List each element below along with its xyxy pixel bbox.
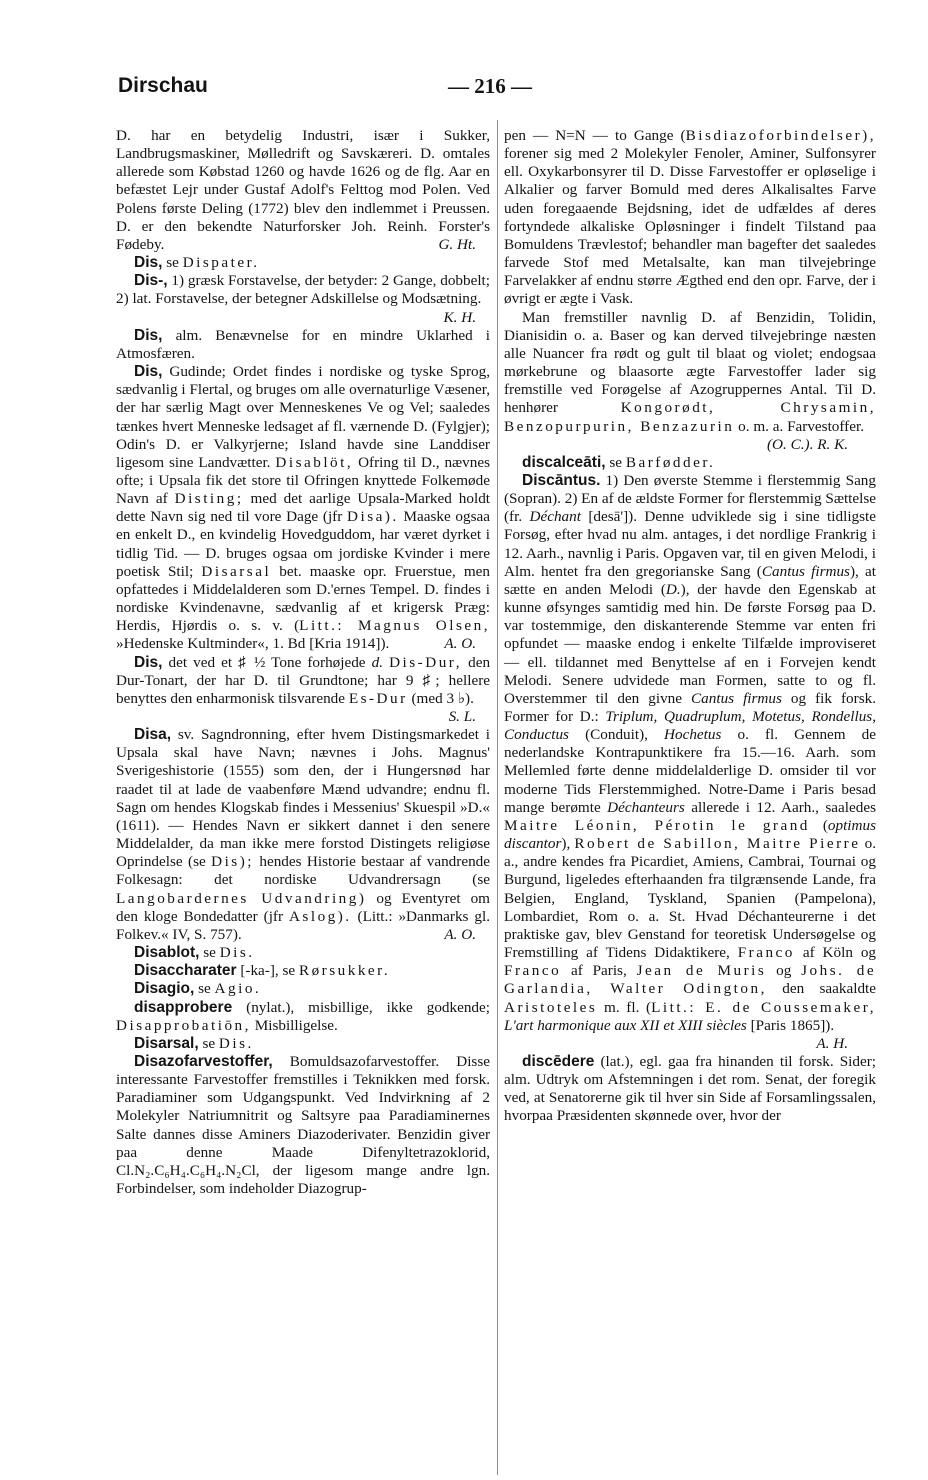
entry-discalceati — [504, 454, 876, 472]
spaced-term: Franco — [737, 944, 795, 962]
entry-text: o. m. a. Farvestoffer. — [738, 417, 864, 435]
entry-disazofarvestoffer-para2 — [504, 308, 876, 453]
cross-reference: Dis. — [219, 944, 255, 962]
spaced-term: Jean de Muris — [636, 962, 767, 980]
entry-text: o. a., andre kendes fra Picardiet, Amiens, Cambrai, Tournai og Burgund, ligeledes efterhaanden fra tilgrænsende Lande, fra Belgien, England, Tyskland, Spanien (Pampelona), Lombardiet, Rom o. a. St. Hvad Déchanteurerne i det praktiske gav, blev Genstand for teoretisk Undersøgelse og Fremstilling af Tidens Didaktikere, — [504, 835, 877, 962]
headword: Dis, — [134, 326, 163, 344]
entry-disa — [116, 726, 490, 944]
entry-text: 1) Den øverste Stemme i flerstemmig Sang (Sopran). 2) En af de ældste Former for flerstemmig Sættelse (fr. — [504, 471, 877, 526]
entry-disarsal — [116, 1035, 490, 1053]
entry-disazofarvestoffer-continued — [504, 127, 876, 309]
literature-reference: Litt.: Magnus Olsen, — [299, 617, 490, 635]
entry-text: allerede i 12. Aarh., saaledes — [691, 798, 876, 816]
entry-text: [-ka-], se — [240, 962, 296, 980]
headword: Dis, — [134, 254, 163, 272]
author-signature: A. H. — [816, 1034, 848, 1052]
cross-reference: Dis. — [218, 1034, 254, 1052]
see-label: se — [203, 944, 216, 962]
entry-text: den saakaldte — [782, 980, 877, 998]
entry-text: (Conduit), — [585, 726, 648, 744]
see-label: se — [198, 980, 211, 998]
entry-text: (lat.), egl. gaa fra hinanden til forsk. Sider; alm. Udtryk om Afstemningen i det rom. Senat, der foregik ved, at Senatorerne gik til hver sin Side af Forsamlingssalen, hvorpaa Præsidenten skønnede over, hvor der — [504, 1052, 876, 1125]
spaced-term: Franco — [504, 962, 562, 980]
entry-dis-music — [116, 653, 491, 725]
author-signature: A. O. — [444, 635, 476, 653]
headword: Dis-, — [134, 272, 168, 290]
entry-disagio — [116, 980, 490, 998]
entry-discedere — [504, 1053, 876, 1126]
italic-term: L'art harmonique aux XII et XIII siècles — [504, 1016, 747, 1034]
entry-text: sv. Sagndronning, efter hvem Distingsmarkedet i Upsala skal have Navn; nævnes i Johs. Magnus' Sverigeshistorie (1555) som den, der i Hungersnød har raadet til at lade de vaabenføre Mænd udvandre; endnu fl. Sagn om hendes Klogskab findes i Messenius' Skuespil »D.« (1611). — Hendes Navn er sikkert dannet i den senere Middelalder, da man ikke mere forstod Distingets religiøse Oprindelse (se — [116, 726, 490, 871]
page-header — [118, 74, 818, 104]
headword: discalceāti, — [522, 453, 606, 471]
entry-text: Bomuldsazofarvestoffer. Disse interessante Farvestoffer fremstilles i Teknikken med forsk. Paradiaminer som Udgangspunkt. Ved Indvirkning af 2 Molekyler Natriumnitrit og Saltsyre paa Paradiaminernes Salte dannes disse Aminers Diazoderivater. Benzidin giver paa denne Maade Difenyltetrazoklorid, Cl.N₂.C₆H₄.C₆H₄.N₂Cl, der ligesom mange andre lgn. Forbindelser, som indeholder Diazogrup- — [116, 1052, 490, 1198]
cross-reference: Langobardernes Udvandring) — [116, 889, 367, 907]
see-label: se — [202, 1034, 216, 1052]
author-signature: A. O. — [444, 925, 476, 943]
italic-term: optimus discantor — [504, 816, 876, 853]
right-column — [504, 127, 876, 1126]
italic-term: D. — [665, 580, 681, 598]
entry-text: ), — [561, 835, 571, 853]
cross-reference: Dispater. — [182, 254, 260, 272]
entry-text: bet. maaske opr. Fruerstue, men opfattedes i Middelalderen som D.'ernes Tempel. D. findes i nordiske Kvindenavne, sædvanlig af et krigersk Præg: Herdis, Hjørdis o. s. v. ( — [116, 562, 491, 635]
author-signature: (O. C.). R. K. — [767, 435, 848, 453]
entry-disazofarvestoffer — [116, 1053, 490, 1198]
spaced-term: Johs. de Garlandia, Walter Odington, — [504, 962, 877, 998]
entry-dis-1 — [116, 254, 490, 272]
author-signature: K. H. — [443, 308, 476, 326]
spaced-term: Dis-Dur, — [389, 653, 463, 671]
entry-text: alm. Benævnelse for en mindre Uklarhed i Atmosfæren. — [116, 326, 491, 362]
headword: Disagio, — [134, 980, 195, 998]
spaced-term: Disting; — [174, 490, 244, 508]
entry-text: og — [776, 962, 792, 980]
cross-reference: Disa). — [347, 508, 399, 526]
entry-text: »Hedenske Kultminder«, 1. Bd [Kria 1914]). — [116, 635, 390, 653]
author-signature: S. L. — [448, 708, 476, 725]
entry-text: Maaske ogsaa en enkelt D., en kvindelig Hovedguddom, har været dyrket i tidlig Tid. — D. bruges ogsaa om jordiske Kvinder i mere poetisk Stil; — [116, 508, 490, 580]
cross-reference: Dis); — [211, 853, 254, 871]
entry-text: pen — N=N — to Gange ( — [504, 127, 686, 144]
entry-dis-haze — [116, 327, 490, 363]
cross-reference: Aslog). — [288, 907, 352, 925]
entry-text: og fik forsk. Former for D.: — [504, 689, 877, 725]
headword: Disarsal, — [134, 1034, 199, 1052]
headword: Dis, — [134, 363, 163, 381]
entry-text: og Eventyret om den kloge Bondedatter (jfr — [116, 889, 490, 925]
cross-reference: Barfødder. — [625, 453, 716, 471]
spaced-term: Disarsal — [201, 562, 272, 580]
entry-disapprobere — [116, 999, 490, 1035]
entry-text: (med 3 ♭). — [411, 689, 474, 707]
entry-text: ( — [822, 816, 828, 834]
italic-term: Cantus firmus — [761, 562, 850, 580]
entry-text: af Köln og — [802, 944, 877, 962]
literature-reference: Litt.: E. de Coussemaker, — [651, 998, 877, 1016]
entry-text: forener sig med 2 Molekyler Fenoler, Aminer, Sulfonsyrer ell. Oxykarbonsyrer til D. Disse Farvestoffer er opløselige i Alkalier og farver Bomuld med deres Alkalisaltes Farve uden foregaaende Bejdsning, idet de udfældes af deres fortyndede alkaliske Opløsninger i findelt Tilstand paa Bomuldens Trævlestof; behandler man bagefter det saaledes farvede Stof med Metalsalte, kan man tilvejebringe Farvelakker af endnu større Ægthed end den opr. Farve, der i øvrigt er ægte i Vask. — [504, 145, 876, 308]
cross-reference: Agio. — [214, 980, 262, 998]
spaced-term: Maitre Léonin, Pérotin le grand — [504, 816, 810, 834]
italic-term: Hochetus — [664, 726, 722, 744]
spaced-term: Robert de Sabillon, Maitre Pierre — [574, 835, 861, 853]
entry-text: af Paris, — [571, 962, 627, 980]
spaced-term: Disapprobatiōn, — [116, 1016, 251, 1034]
page-number: — 216 — — [448, 74, 532, 98]
italic-term: Triplum, Quadruplum, Motetus, Rondellus, Conductus — [504, 708, 876, 744]
entry-text: [desā']). Denne udviklede sig i sine tidligste Forsøg, efter hvad nu alm. antages, i det nordlige Frankrig i 12. Aarh., navnlig i Paris. Opgaven var, til en given Melodi, i Alm. hentet fra den gregorianske Sang ( — [504, 508, 876, 580]
entry-disaccharater — [116, 962, 490, 980]
headword: Dis, — [134, 653, 163, 671]
entry-discantus — [504, 471, 877, 1052]
headword: Disaccharater — [134, 962, 237, 980]
entry-text: D. har en betydelig Industri, især i Sukker, Landbrugsmaskiner, Mølledrift og Savskæreri. D. omtales allerede som Købstad 1260 og havde 1626 og de flg. Aar en befæstet Lejr under Gustaf Adolf's Felttog mod Polen. Ved Polens første Deling (1772) blev den indlemmet i Preussen. D. er den bekendte Naturforsker Joh. Reinh. Forster's Fødeby. — [116, 127, 490, 253]
spaced-term: Bisdiazoforbindelser), — [685, 127, 876, 144]
entry-text: hendes Historie bestaar af vandrende Folkesagn: det nordiske Udvandrersagn (se — [116, 853, 491, 889]
italic-term: Déchant — [529, 508, 581, 526]
entry-text: Misbilligelse. — [254, 1016, 338, 1034]
entry-dis-goddess — [116, 363, 490, 654]
entry-text: [Paris 1865]). — [750, 1016, 835, 1034]
headword: Disa, — [134, 726, 172, 744]
entry-text: 1) græsk Forstavelse, der betyder: 2 Gange, dobbelt; 2) lat. Forstavelse, der betegner Adskillelse og Modsætning. — [116, 272, 490, 308]
spaced-term: Es-Dur — [348, 689, 408, 707]
entry-disablot — [116, 944, 490, 962]
italic-term: Déchanteurs — [607, 798, 685, 816]
spaced-term: Kongorødt, Chrysamin, Benzopurpurin, Benzazurin — [504, 399, 876, 435]
spaced-term: Disablöt, — [275, 453, 354, 471]
left-column — [116, 127, 490, 1198]
entry-text: m. fl. ( — [604, 998, 652, 1016]
headword: Disazofarvestoffer, — [134, 1052, 273, 1070]
entry-text: o. fl. Gennem de nederlandske Kontrapunktikere fra 15.—16. Aarh. som Mellemled førte denne middelalderlige D. omsider til vor moderne Tids Flerstemmighed. Notre-Dame i Paris besad mange berømte — [504, 726, 877, 816]
entry-text: Gudinde; Ordet findes i nordiske og tyske Sprog, sædvanlig i Flertal, og bruges om alle overnaturlige Væsener, der har særlig Magt over Menneskenes Ve og Vel; saaledes tænkes hvert Menneske ledsaget af fl. værnende D. (Fylgjer); Odin's D. er Valkyrjerne; Island havde sine Landdiser ligesom sine Landvætter. — [116, 363, 490, 471]
entry-dirschau-continued — [116, 127, 490, 254]
headword: Discāntus. — [522, 471, 601, 489]
see-label: se — [166, 254, 179, 272]
entry-text: med det aarlige Upsala-Marked holdt dette Navn sig ned til vore Dage (jfr — [116, 490, 491, 526]
headword: discēdere — [522, 1052, 595, 1070]
spaced-term: Aristoteles — [504, 998, 598, 1016]
entry-text: ), at sætte en anden Melodi ( — [504, 562, 877, 598]
cross-reference: Rørsukker. — [298, 962, 391, 980]
header-title: Dirschau — [118, 74, 208, 97]
headword: Disablot, — [134, 944, 200, 962]
entry-text: Ofring til D., nævnes ofte; i Upsala fik det store til Ofringen knyttede Folkemøde Navn af — [116, 453, 491, 508]
entry-text: ), der havde den Egenskab at kunne øfsynges samtidig med hin. De første Forsøg paa D. var tostemmige, den diskanterende Stemme var enten fri opfundet — maaske endog i enkelte Tilfælde improviseret — ell. tildannet med Benyttelse af en i Forvejen kendt Melodi. Senere udvidede man Formen, satte to og fl. Overstemmer til den givne — [504, 580, 876, 707]
see-label: se — [609, 453, 623, 471]
italic-term: d. — [371, 653, 384, 671]
entry-text: (nylat.), misbillige, ikke godkende; — [246, 998, 490, 1016]
entry-text: det ved et ♯ ½ Tone forhøjede — [168, 653, 366, 671]
author-signature: G. Ht. — [438, 235, 476, 253]
entry-text: Man fremstiller navnlig D. af Benzidin, Tolidin, Dianisidin o. a. Baser og kan derved tilvejebringe næsten alle Nuancer fra rødt og gult til blaat og violet; endogsaa mørkebrune og blaasorte ægte Farvestoffer lader sig fremstille ved Forøgelse af Azogruppernes Antal. Til D. henhører — [504, 308, 876, 417]
column-divider — [497, 120, 498, 1475]
italic-term: Cantus firmus — [691, 689, 782, 707]
entry-text: (Litt.: »Danmarks gl. Folkev.« IV, S. 757). — [116, 907, 490, 943]
headword: disapprobere — [134, 998, 233, 1016]
entry-text: den Dur-Tonart, der har D. til Grundtone; har 9 ♯; hellere benyttes den enharmonisk tilsvarende — [116, 653, 491, 707]
entry-dis-prefix — [116, 272, 490, 326]
